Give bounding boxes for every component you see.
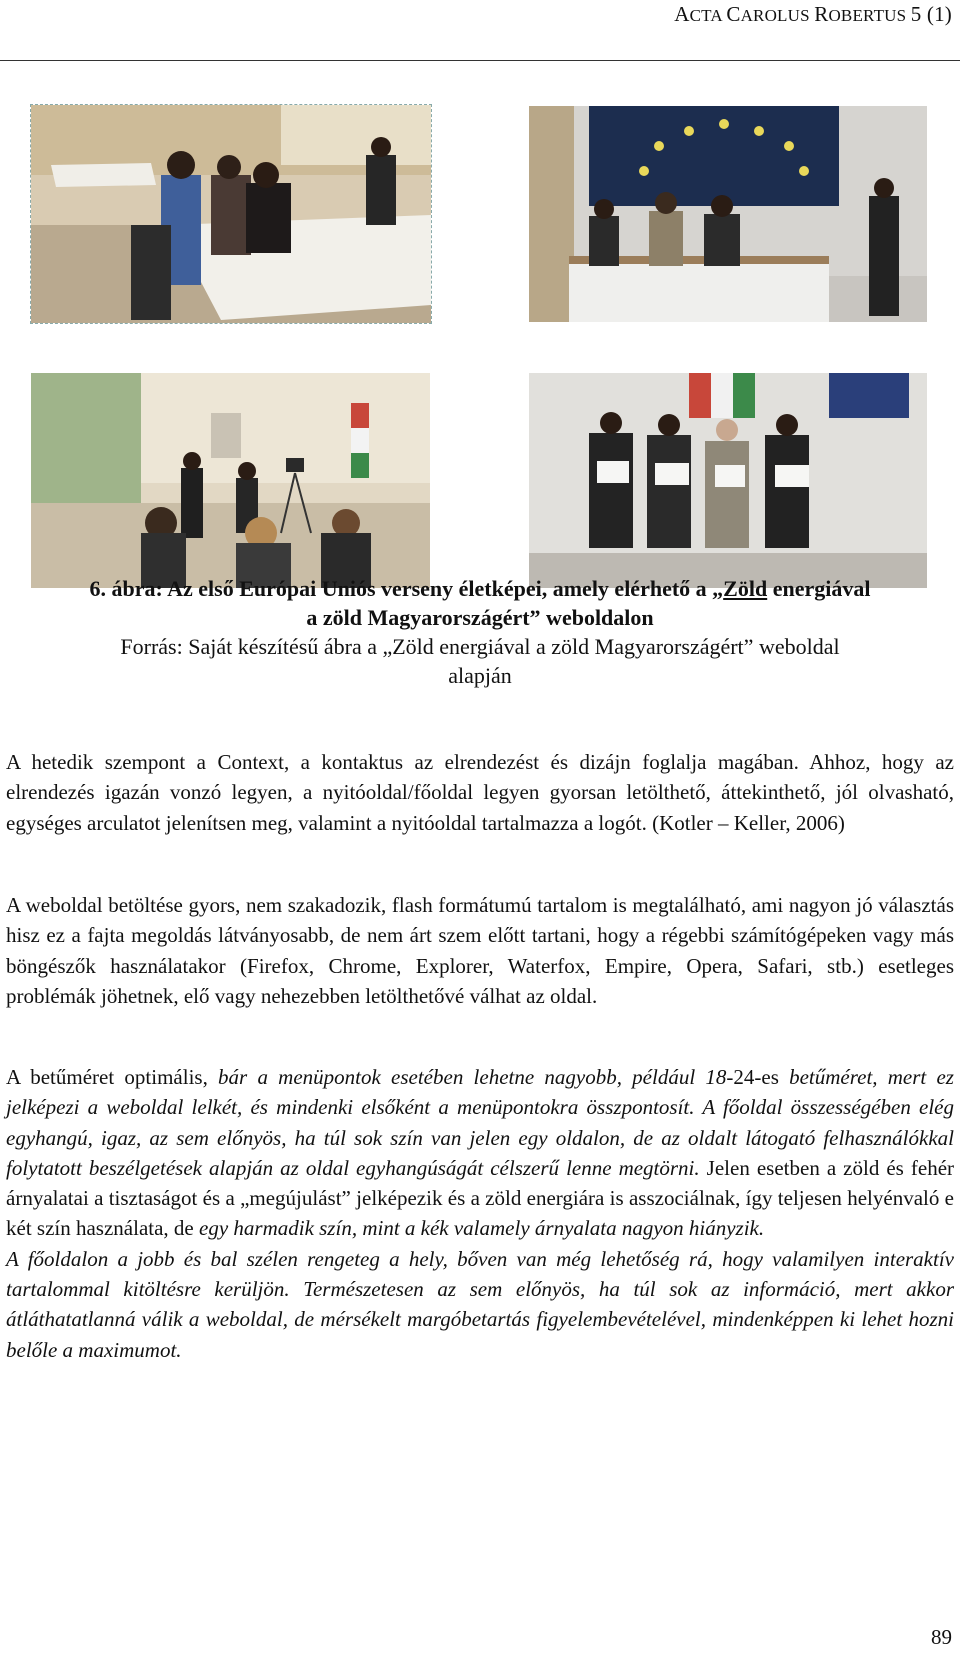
header-rule [0, 60, 960, 61]
photo-certificate-winners [529, 373, 927, 588]
page-number: 89 [931, 1625, 952, 1649]
figure-source-line-1: Forrás: Saját készítésű ábra a „Zöld energiával a zöld Magyarországért” weboldal [120, 634, 840, 659]
paragraph-layout: A főoldalon a jobb és bal szélen rengeteg a hely, bőven van még lehetőség rá, hogy valamilyen interaktív tartalommal kitöltésre kerüljön. Természetesen az sem előnyös, ha túl sok az információ, mert akkor átláthatatlanná válik a weboldal, de mérsékelt margóbetartás figyelembevételével, mindenképpen ki lehet hozni belőle a maximumot. [6, 1246, 954, 1362]
paragraph-context: A hetedik szempont a Context, a kontaktus az elrendezést és dizájn foglalja magában. Ahhoz, hogy az elrendezés igazán vonzó legyen, a nyitóoldal/főoldal legyen gyorsan letölthető, áttekinthető, jól olvasható, egységes arculatot jelenítsen meg, valamint a nyitóoldal tartalmazza a logót. (Kotler – Keller, 2006) [6, 750, 954, 835]
paragraph-loading: A weboldal betöltése gyors, nem szakadozik, flash formátumú tartalom is megtalálható, ami nagyon jó választás hisz ez a fajta megoldás látványosabb, de nem árt szem előtt tartani, hogy a régebbi számítógépeken vagy más böngészők használatakor (Firefox, Chrome, Explorer, Waterfox, Empire, Opera, Safari, stb.) esetleges problémák jöhetnek, elő vagy nehezebben letölthetővé válhat az oldal. [6, 893, 954, 1008]
figure-caption-line-1: 6. ábra: Az első Európai Uniós verseny életképei, amely elérhető a „Zöld energiával [89, 576, 871, 601]
photo-table-discussion [30, 104, 432, 324]
figure-caption-line-2: a zöld Magyarországért” weboldalon [306, 605, 654, 630]
paragraph-fonts-colors: A betűméret optimális, bár a menüpontok esetében lehetne nagyobb, például 18-24-es betűméret, mert ez jelképezi a weboldal lelkét, és mindenki elsőként a menüpontokra összpontosít. A főoldal összességében elég egyhangú, igaz, az sem előnyös, ha túl sok szín van jelen egy oldalon, de az oldalt látogató felhasználókkal folytatott beszélgetések alapján az oldal egyhangúságát célszerű lenne megtörni. Jelen esetben a zöld és fehér árnyalatai a tisztaságot és a „megújulást” jelképezik és a zöld energiára is asszociálnak, így teljesen helyénvaló e két szín használata, de egy harmadik szín, mint a kék valamely árnyalata nagyon hiányzik. A főoldalon a jobb és bal szélen rengeteg a hely, bőven van még lehetőség rá, hogy valamilyen interaktív tartalommal kitöltésre kerüljön. Természetesen az sem előnyös, ha túl sok az információ, mert akkor átláthatatlanná válik a weboldal, de mérsékelt margóbetartás figyelembevételével, mindenképpen ki lehet hozni belőle a maximumot. [6, 1065, 955, 1362]
photo-speaker-audience [31, 373, 430, 588]
running-header: ACTA CAROLUS ROBERTUS 5 (1) [674, 2, 952, 26]
figure-source-line-2: alapján [448, 663, 512, 688]
photo-panel-eu-flag [529, 106, 927, 322]
